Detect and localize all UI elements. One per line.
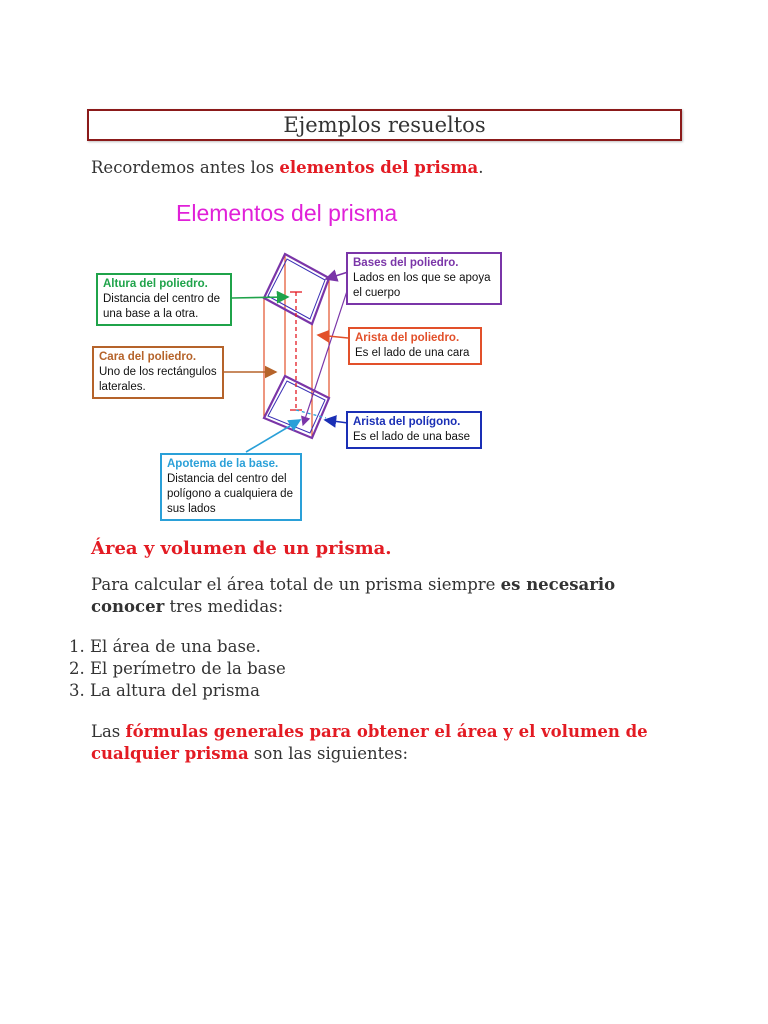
callout-cara-title: Cara del poliedro. xyxy=(99,351,197,363)
callout-apotema-text: Distancia del centro del polígono a cualquiera de sus lados xyxy=(167,473,293,515)
callout-bases xyxy=(346,252,502,305)
callout-altura-title: Altura del poliedro. xyxy=(103,278,208,290)
section-heading: Área y volumen de un prisma. xyxy=(91,538,392,559)
intro-highlight: elementos del prisma xyxy=(279,158,479,177)
list-item: 2. El perímetro de la base xyxy=(90,658,286,680)
diagram-title: Elementos del prisma xyxy=(176,200,398,226)
para2-suffix: son las siguientes: xyxy=(248,744,409,763)
callout-arista-poliedro xyxy=(348,327,482,365)
callout-arista-poligono-text: Es el lado de una base xyxy=(353,431,471,443)
intro-suffix: . xyxy=(478,158,484,177)
apotema-arrow xyxy=(246,420,300,452)
callout-cara xyxy=(92,346,224,399)
list-item: 1. El área de una base. xyxy=(90,636,286,658)
paragraph-formulas xyxy=(91,721,666,765)
paragraph-medidas xyxy=(91,574,651,618)
para1-bold: es necesario conocer xyxy=(91,575,616,616)
callout-cara-text: Uno de los rectángulos laterales. xyxy=(99,366,217,393)
arista-poligono-arrow xyxy=(325,420,348,423)
callout-apotema xyxy=(160,453,302,521)
list-item: 3. La altura del prisma xyxy=(90,680,286,702)
callout-bases-title: Bases del poliedro. xyxy=(353,257,459,269)
callout-arista-poliedro-text: Es el lado de una cara xyxy=(355,347,470,359)
para2-highlight: fórmulas generales para obtener el área y el volumen de cualquier prisma xyxy=(91,722,648,763)
callout-arista-poliedro-title: Arista del poliedro. xyxy=(355,332,460,344)
bases-arrow-1 xyxy=(326,272,348,279)
callout-arista-poligono xyxy=(346,411,482,449)
callout-apotema-title: Apotema de la base. xyxy=(167,458,279,470)
intro-prefix: Recordemos antes los xyxy=(91,158,280,177)
para2-prefix: Las xyxy=(91,722,126,741)
callout-arista-poligono-title: Arista del polígono. xyxy=(353,416,461,428)
callout-altura-text: Distancia del centro de una base a la otra. xyxy=(103,293,220,320)
callout-altura xyxy=(96,273,232,326)
callout-bases-text: Lados en los que se apoya el cuerpo xyxy=(353,272,491,299)
measures-list xyxy=(50,636,286,702)
page-title: Ejemplos resueltos xyxy=(87,109,682,141)
para1-prefix: Para calcular el área total de un prisma siempre xyxy=(91,575,501,594)
para1-suffix: tres medidas: xyxy=(164,597,284,616)
altura-arrow xyxy=(232,297,288,298)
